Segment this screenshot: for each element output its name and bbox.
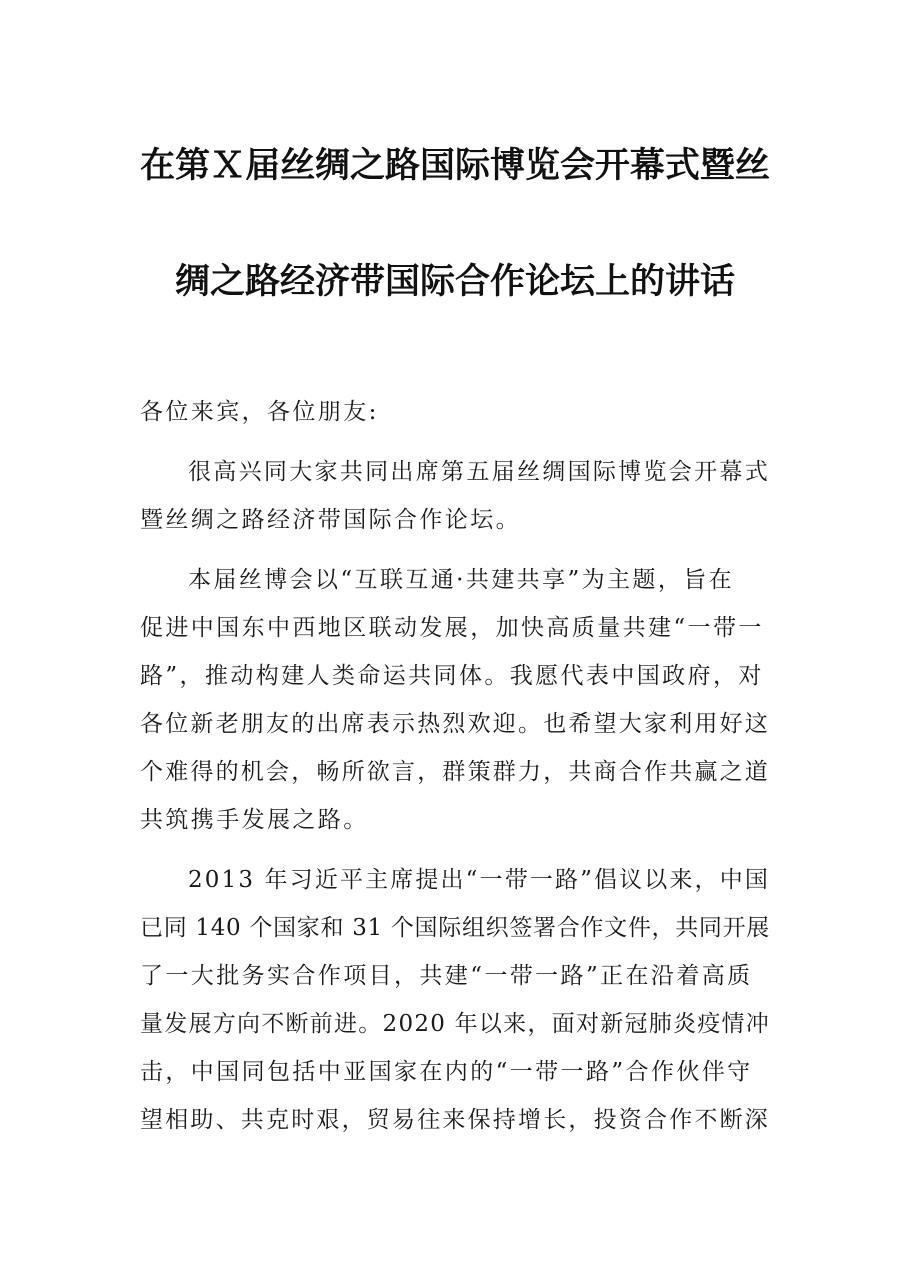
paragraph-3-line-3: 了一大批务实合作项目，共建“一带一路”正在沿着高质 [140, 963, 753, 989]
document-title-line-2: 绸之路经济带国际合作论坛上的讲话 [174, 261, 735, 302]
paragraph-3-line-6: 望相助、共克时艰，贸易往来保持增长，投资合作不断深 [140, 1107, 770, 1133]
paragraph-2-line-5: 个难得的机会，畅所欲言，群策群力，共商合作共赢之道 [140, 759, 770, 785]
document-title-line-1: 在第Ｘ届丝绸之路国际博览会开幕式暨丝 [140, 145, 770, 186]
salutation: 各位来宾，各位朋友: [140, 399, 379, 425]
paragraph-2-line-4: 各位新老朋友的出席表示热烈欢迎。也希望大家利用好这 [140, 711, 770, 737]
paragraph-3-line-4: 量发展方向不断前进。2020 年以来，面对新冠肺炎疫情冲 [140, 1011, 770, 1037]
paragraph-2-line-2: 促进中国东中西地区联动发展，加快高质量共建“一带一 [140, 615, 764, 641]
paragraph-2-line-6: 共筑携手发展之路。 [140, 807, 369, 833]
paragraph-2-line-1: 本届丝博会以“互联互通·共建共享”为主题，旨在 [188, 567, 735, 593]
paragraph-3-line-2: 已同 140 个国家和 31 个国际组织签署合作文件，共同开展 [140, 915, 770, 941]
paragraph-3-line-5: 击，中国同包括中亚国家在内的“一带一路”合作伙伴守 [140, 1059, 753, 1085]
paragraph-2-line-3: 路”，推动构建人类命运共同体。我愿代表中国政府，对 [140, 663, 764, 689]
paragraph-1-line-1: 很高兴同大家共同出席第五届丝绸国际博览会开幕式 [188, 459, 770, 485]
paragraph-3-line-1: 2013 年习近平主席提出“一带一路”倡议以来，中国 [188, 867, 770, 893]
paragraph-1-line-2: 暨丝绸之路经济带国际合作论坛。 [140, 507, 521, 533]
